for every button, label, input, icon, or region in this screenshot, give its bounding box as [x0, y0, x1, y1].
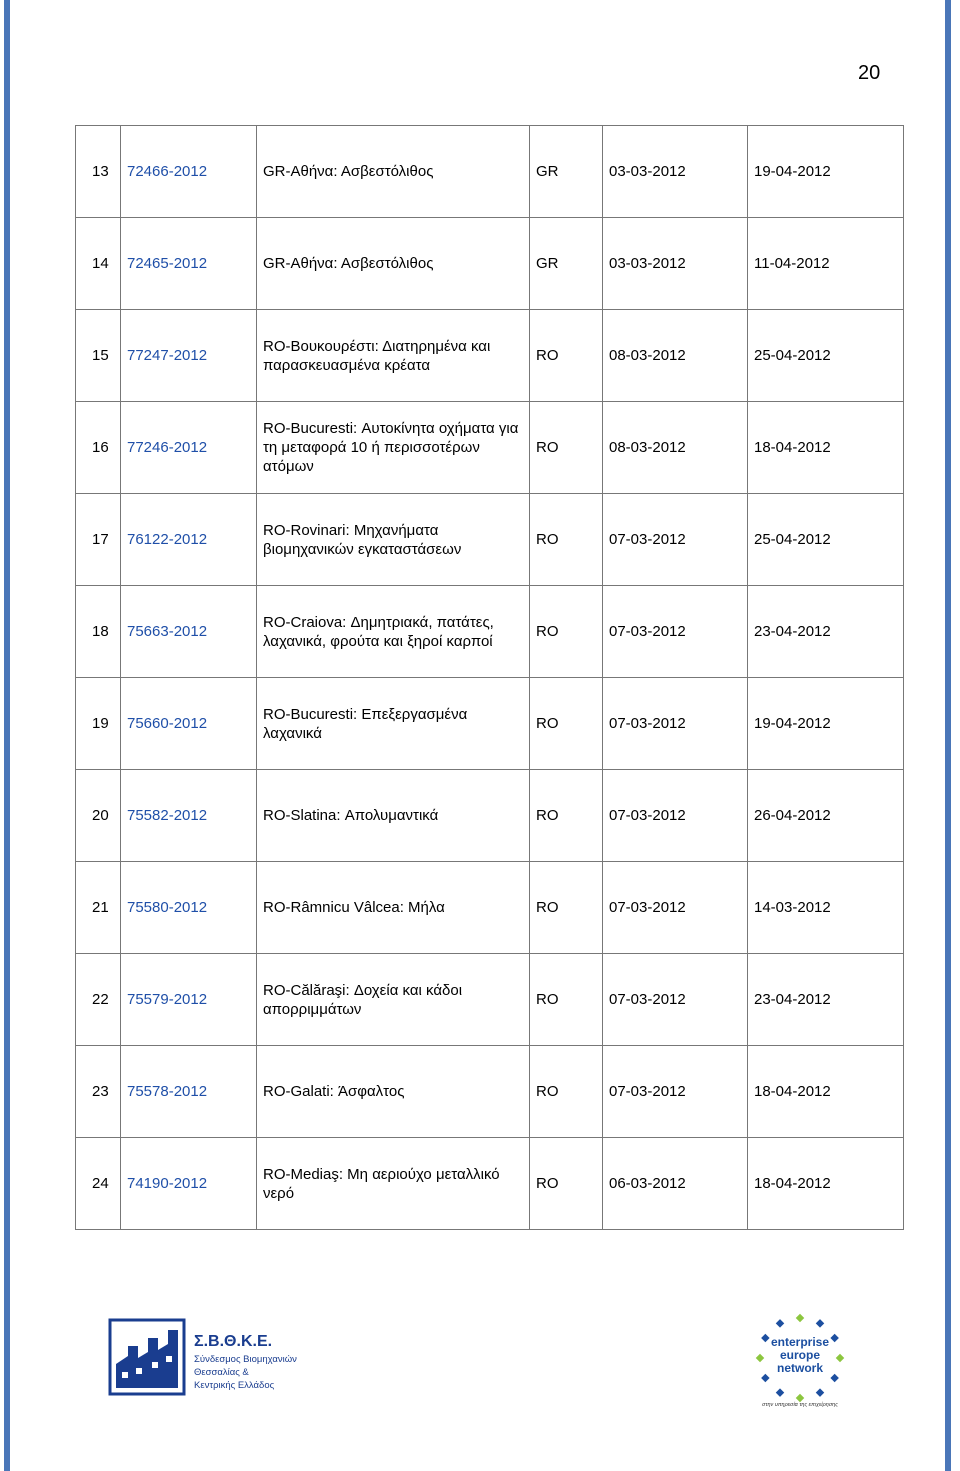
country-code: RO	[530, 678, 603, 770]
factory-building-icon	[110, 1320, 184, 1394]
row-number: 20	[76, 770, 121, 862]
table-row	[76, 954, 904, 1046]
country-code: RO	[530, 586, 603, 678]
notice-id-link[interactable]: 76122-2012	[121, 494, 257, 586]
notice-title: GR-Αθήνα: Ασβεστόλιθος	[257, 126, 530, 218]
table-row	[76, 218, 904, 310]
publication-date: 07-03-2012	[603, 586, 748, 678]
deadline-date: 25-04-2012	[748, 494, 904, 586]
deadline-date: 18-04-2012	[748, 402, 904, 494]
star-mark	[796, 1394, 804, 1402]
star-mark	[830, 1374, 838, 1382]
notice-title: RO-Craiova: Δημητριακά, πατάτες, λαχανικά, φρούτα και ξηροί καρποί	[257, 586, 530, 678]
star-mark	[796, 1314, 804, 1322]
table-row	[76, 1046, 904, 1138]
sbthke-name: Σ.Β.Θ.Κ.Ε.	[194, 1333, 273, 1350]
notice-id-link[interactable]: 74190-2012	[121, 1138, 257, 1230]
deadline-date: 18-04-2012	[748, 1138, 904, 1230]
country-code: RO	[530, 402, 603, 494]
row-number: 21	[76, 862, 121, 954]
notice-id-link[interactable]: 75579-2012	[121, 954, 257, 1046]
enterprise-europe-network-logo	[750, 1310, 850, 1410]
row-number: 23	[76, 1046, 121, 1138]
een-line-3: network	[776, 1361, 824, 1375]
star-mark	[816, 1319, 824, 1327]
deadline-date: 19-04-2012	[748, 126, 904, 218]
page-number: 20	[858, 62, 881, 84]
row-number: 13	[76, 126, 121, 218]
deadline-date: 14-03-2012	[748, 862, 904, 954]
tenders-table-body	[76, 126, 904, 1230]
notice-id-link[interactable]: 75663-2012	[121, 586, 257, 678]
publication-date: 08-03-2012	[603, 310, 748, 402]
country-code: RO	[530, 1046, 603, 1138]
tenders-table	[75, 125, 904, 1230]
notice-title: RO-Mediaş: Μη αεριούχο μεταλλικό νερό	[257, 1138, 530, 1230]
star-mark	[830, 1334, 838, 1342]
page-border-left	[4, 0, 10, 1471]
notice-title: RO-Βουκουρέστι: Διατηρημένα και παρασκευασμένα κρέατα	[257, 310, 530, 402]
row-number: 15	[76, 310, 121, 402]
country-code: RO	[530, 954, 603, 1046]
publication-date: 08-03-2012	[603, 402, 748, 494]
table-row	[76, 586, 904, 678]
table-row	[76, 862, 904, 954]
notice-id-link[interactable]: 77247-2012	[121, 310, 257, 402]
een-line-1: enterprise	[770, 1335, 830, 1349]
sbthke-line-2: Θεσσαλίας &	[194, 1367, 249, 1378]
star-mark	[761, 1334, 769, 1342]
publication-date: 03-03-2012	[603, 126, 748, 218]
publication-date: 03-03-2012	[603, 218, 748, 310]
deadline-date: 11-04-2012	[748, 218, 904, 310]
star-mark	[836, 1354, 844, 1362]
row-number: 24	[76, 1138, 121, 1230]
country-code: RO	[530, 862, 603, 954]
sbthke-line-1: Σύνδεσμος Βιομηχανιών	[194, 1354, 297, 1365]
row-number: 16	[76, 402, 121, 494]
row-number: 18	[76, 586, 121, 678]
publication-date: 06-03-2012	[603, 1138, 748, 1230]
notice-title: RO-Bucuresti: Επεξεργασμένα λαχανικά	[257, 678, 530, 770]
publication-date: 07-03-2012	[603, 862, 748, 954]
deadline-date: 23-04-2012	[748, 586, 904, 678]
notice-title: RO-Călăraşi: Δοχεία και κάδοι απορριμμάτων	[257, 954, 530, 1046]
country-code: RO	[530, 1138, 603, 1230]
notice-id-link[interactable]: 75582-2012	[121, 770, 257, 862]
table-row	[76, 310, 904, 402]
row-number: 14	[76, 218, 121, 310]
star-mark	[776, 1388, 784, 1396]
country-code: RO	[530, 494, 603, 586]
table-row	[76, 770, 904, 862]
notice-title: RO-Galati: Άσφαλτος	[257, 1046, 530, 1138]
publication-date: 07-03-2012	[603, 770, 748, 862]
deadline-date: 26-04-2012	[748, 770, 904, 862]
row-number: 19	[76, 678, 121, 770]
notice-title: GR-Αθήνα: Ασβεστόλιθος	[257, 218, 530, 310]
notice-id-link[interactable]: 77246-2012	[121, 402, 257, 494]
table-row	[76, 402, 904, 494]
table-row	[76, 494, 904, 586]
notice-id-link[interactable]: 75580-2012	[121, 862, 257, 954]
notice-id-link[interactable]: 75578-2012	[121, 1046, 257, 1138]
een-line-2: europe	[779, 1348, 821, 1362]
notice-title: RO-Râmnicu Vâlcea: Μήλα	[257, 862, 530, 954]
star-mark	[756, 1354, 764, 1362]
deadline-date: 19-04-2012	[748, 678, 904, 770]
notice-title: RO-Slatina: Απολυμαντικά	[257, 770, 530, 862]
notice-id-link[interactable]: 72466-2012	[121, 126, 257, 218]
country-code: GR	[530, 126, 603, 218]
notice-title: RO-Rovinari: Μηχανήματα βιομηχανικών εγκαταστάσεων	[257, 494, 530, 586]
star-mark	[816, 1388, 824, 1396]
row-number: 17	[76, 494, 121, 586]
star-mark	[776, 1319, 784, 1327]
country-code: RO	[530, 770, 603, 862]
country-code: RO	[530, 310, 603, 402]
table-row	[76, 678, 904, 770]
publication-date: 07-03-2012	[603, 954, 748, 1046]
publication-date: 07-03-2012	[603, 678, 748, 770]
notice-title: RO-Bucuresti: Αυτοκίνητα οχήματα για τη μεταφορά 10 ή περισσοτέρων ατόμων	[257, 402, 530, 494]
table-row	[76, 1138, 904, 1230]
deadline-date: 25-04-2012	[748, 310, 904, 402]
publication-date: 07-03-2012	[603, 1046, 748, 1138]
sbthke-line-3: Κεντρικής Ελλάδος	[194, 1380, 275, 1391]
deadline-date: 18-04-2012	[748, 1046, 904, 1138]
page-border-right	[945, 0, 951, 1471]
deadline-date: 23-04-2012	[748, 954, 904, 1046]
notice-id-link[interactable]: 75660-2012	[121, 678, 257, 770]
country-code: GR	[530, 218, 603, 310]
star-mark	[761, 1374, 769, 1382]
table-row	[76, 126, 904, 218]
sbthke-logo	[108, 1318, 308, 1398]
notice-id-link[interactable]: 72465-2012	[121, 218, 257, 310]
een-tagline: στην υπηρεσία της επιχείρησης	[762, 1402, 838, 1408]
publication-date: 07-03-2012	[603, 494, 748, 586]
row-number: 22	[76, 954, 121, 1046]
